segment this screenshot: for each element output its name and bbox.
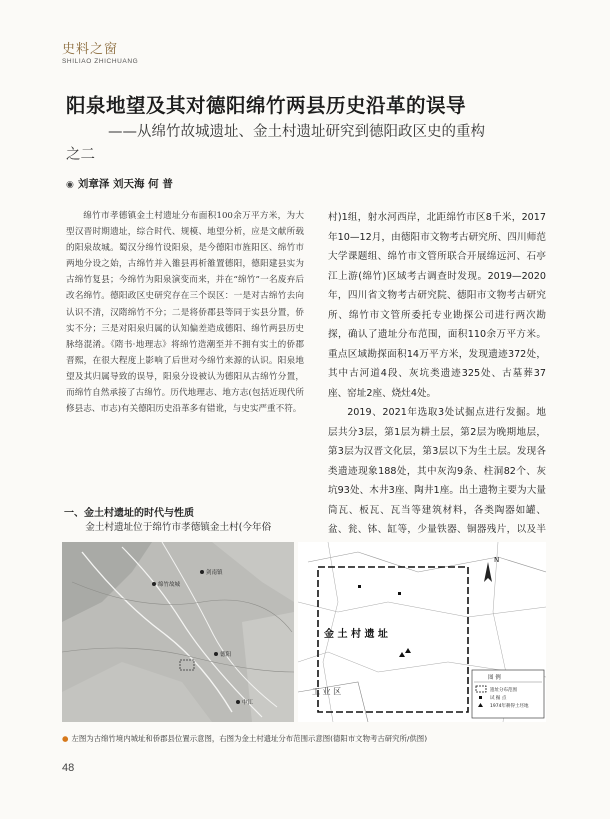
legend-square-icon [479, 696, 482, 699]
section-heading: 一、金土村遗址的时代与性质 [64, 508, 194, 519]
page-number: 48 [62, 762, 75, 774]
north-label: N [494, 556, 500, 564]
legend-item: 1974年耕得土坯地 [490, 704, 529, 709]
authors: 刘章泽 刘天海 何 普 [77, 178, 173, 190]
column-title: 史料之窗 [62, 42, 119, 57]
left-map-figure [62, 542, 294, 722]
article-subtitle: ——从绵竹故城遗址、金土村遗址研究到德阳政区史的重构 [108, 124, 485, 140]
right-map-figure [298, 542, 546, 722]
body-paragraph: 2019、2021年选取3处试掘点进行发掘。地层共分3层，第1层为耕土层，第2层为晚期地层，第3层为汉晋文化层，第3层以下为生土层。发现各类遗迹现象188处，其中灰沟9条、柱洞82个、灰坑93处、木井3座、陶井1座。出土遗物主要为大量筒瓦、板瓦、瓦当等建筑材料，各类陶器如罐、盆、瓮、钵、缸等，少量铁器、铜器残片，以及半 [328, 407, 546, 535]
legend-title: 图 例 [488, 675, 501, 681]
industrial-zone-label: 工 业 区 [312, 687, 342, 696]
map-legend [472, 670, 544, 718]
map-label-jiannan: 剑南镇 [206, 570, 223, 576]
legend-item: 试 掘 点 [490, 696, 507, 701]
body-text-left: 金土村遗址位于绵竹市孝德镇金土村(今年俗 [85, 522, 272, 533]
caption-bullet-icon: ● [62, 734, 69, 743]
body-text-right [328, 208, 546, 559]
left-map-graphic [62, 542, 294, 722]
authors-line [66, 176, 173, 191]
abstract: 绵竹市孝德镇金土村遗址分布面积100余万平方米，为大型汉晋时期遗址，综合时代、规模、地望分析，应是文献所载的阳泉故城。蜀汉分绵竹设阳泉，是今德阳市旌阳区、绵竹市两地分设之始，古绵竹并入雒县再析雒置德阳，德阳建县实为古绵竹复县；今绵竹为阳泉演变而来，并在“绵竹”一名废弃后改名绵竹。德阳政区史研究存在三个误区：一是对古绵竹去向认识不清，汉隋绵竹不分；二是将侨郡县等同于实县分置，侨实不分；三是对阳泉归属的认知偏差造成德阳、绵竹两县历史脉络混淆。《隋书·地理志》将绵竹造潮至并不拥有实土的侨郡晋熙，在很大程度上影响了后世对今绵竹来源的认识。阳泉地望及其归属导致的误导，阳泉分设被认为德阳从古绵竹分置，而绵竹自然承接了古绵竹。历代地理志、地方志(包括近现代所修县志、市志)有关德阳历史沿革多有错讹，与史实严重不符。 [66, 211, 304, 415]
map-label-mianzhu: 绵竹故城 [158, 582, 181, 588]
figure-caption [62, 733, 552, 744]
author-bullet-icon: ◉ [66, 180, 74, 190]
caption-text: 左图为古绵竹境内城址和侨郡县位置示意图，右图为金土村遗址分布范围示意图(德阳市文物考古研究所/供图) [71, 734, 428, 743]
article-title: 阳泉地望及其对德阳绵竹两县历史沿革的误导 [66, 94, 467, 117]
column-title-en: SHILIAO ZHICHUANG [62, 58, 139, 65]
map-label-deyang: 德阳 [220, 652, 232, 658]
site-label: 金 土 村 遗 址 [324, 629, 388, 640]
map-label-zhongjiang: 中江 [242, 700, 254, 706]
article-subtitle-continued: 之二 [66, 147, 95, 163]
right-map-graphic [298, 542, 546, 722]
body-paragraph: 村)1组，射水河西岸，北距绵竹市区8千米，2017年10—12月，由德阳市文物考古研究所、四川师范大学课题组、绵竹市文管所联合开展绵远河、石亭江上游(绵竹)区域考古调查时发现。2019—2020年，四川省文物考古研究院、德阳市文物考古研究所、绵竹市文管所委托专业勘探公司进行两次勘探，确认了遗址分布范围，面积110余万平方米。重点区域勘探面积14万平方米，发现遗迹372处，其中古河道4段、灰坑类遗迹325处、古墓葬37座、窑址2座、烧灶4处。 [328, 212, 546, 399]
legend-item: 遗址分布范围 [490, 688, 517, 693]
column-header [62, 38, 138, 65]
